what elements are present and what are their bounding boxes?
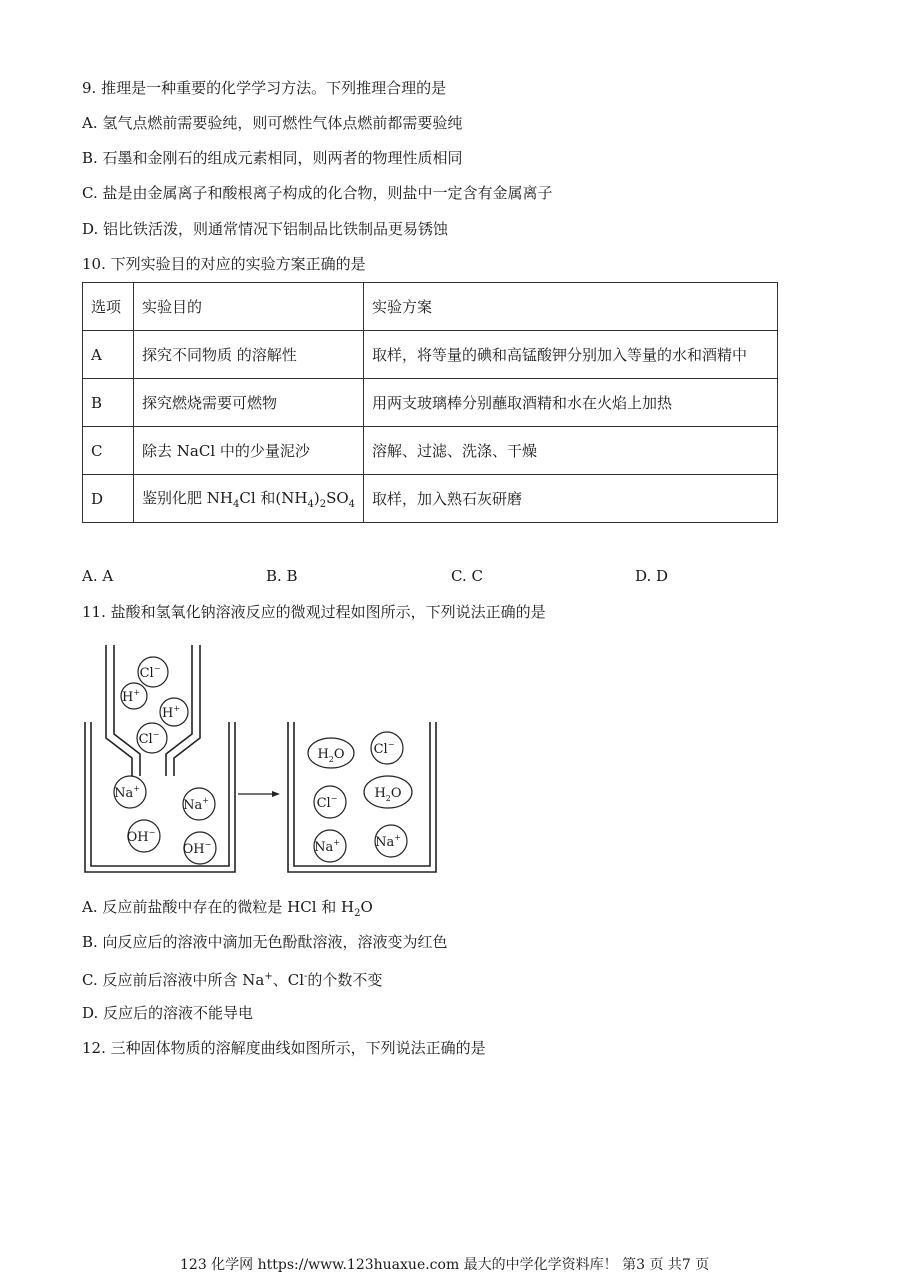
header-plan: 实验方案 xyxy=(364,283,778,331)
ion-cl: Cl− xyxy=(139,664,161,681)
ion-h: H+ xyxy=(121,688,141,705)
row-purpose: 除去 NaCl 中的少量泥沙 xyxy=(134,427,364,475)
table-row xyxy=(83,475,778,523)
molecule-h2o: $H_2O$ xyxy=(374,786,402,803)
ion-cl: Cl− xyxy=(138,730,160,747)
ion-oh: OH− xyxy=(182,840,212,857)
q11-stem: 11. 盐酸和氢氧化钠溶液反应的微观过程如图所示，下列说法正确的是 xyxy=(82,603,546,621)
q10-answer-d: D. D xyxy=(635,567,669,585)
q10-answer-b: B. B xyxy=(266,567,298,585)
q11-option-d: D. 反应后的溶液不能导电 xyxy=(82,1004,254,1022)
row-option: C xyxy=(83,427,134,475)
q10-stem: 10. 下列实验目的对应的实验方案正确的是 xyxy=(82,255,366,273)
ion-h: H+ xyxy=(161,704,181,721)
q9-stem: 9. 推理是一种重要的化学学习方法。下列推理合理的是 xyxy=(82,79,447,97)
q11-option-c: C. 反应前后溶液中所含 Na+、Cl-的个数不变 xyxy=(82,971,383,989)
header-purpose: 实验目的 xyxy=(134,283,364,331)
ion-na: Na+ xyxy=(375,833,401,850)
row-purpose: 鉴别化肥 $NH_4Cl$ 和$(NH_4)_2SO_4$ xyxy=(134,475,364,523)
q12-stem: 12. 三种固体物质的溶解度曲线如图所示，下列说法正确的是 xyxy=(82,1039,486,1057)
row-option: A xyxy=(83,331,134,379)
page-footer: 123 化学网 https://www.123huaxue.com 最大的中学化学资料库！ 第3 页 共7 页 xyxy=(180,1257,710,1273)
molecule-h2o: $H_2O$ xyxy=(317,747,345,764)
row-purpose: 探究燃烧需要可燃物 xyxy=(134,379,364,427)
row-plan: 用两支玻璃棒分别蘸取酒精和水在火焰上加热 xyxy=(364,379,778,427)
q10-answer-a: A. A xyxy=(82,567,114,585)
q11-option-b: B. 向反应后的溶液中滴加无色酚酞溶液，溶液变为红色 xyxy=(82,933,448,951)
row-option: B xyxy=(83,379,134,427)
row-plan: 取样，加入熟石灰研磨 xyxy=(364,475,778,523)
row-plan: 取样，将等量的碘和高锰酸钾分别加入等量的水和酒精中 xyxy=(364,331,778,379)
ion-na: Na+ xyxy=(114,784,140,801)
row-plan: 溶解、过滤、洗涤、干燥 xyxy=(364,427,778,475)
table-row xyxy=(83,427,778,475)
q10-answer-c: C. C xyxy=(451,567,483,585)
ion-na: Na+ xyxy=(183,796,209,813)
header-option: 选项 xyxy=(83,283,134,331)
ion-na: Na+ xyxy=(314,838,340,855)
q9-option-b: B. 石墨和金刚石的组成元素相同，则两者的物理性质相同 xyxy=(82,149,463,167)
q9-option-d: D. 铝比铁活泼，则通常情况下铝制品比铁制品更易锈蚀 xyxy=(82,220,449,238)
row-option: D xyxy=(83,475,134,523)
table-row xyxy=(83,379,778,427)
row-purpose: 探究不同物质 的溶解性 xyxy=(134,331,364,379)
q11-option-a: A. 反应前盐酸中存在的微粒是 HCl 和 $H_2O$ xyxy=(82,898,373,919)
ion-cl: Cl− xyxy=(316,794,338,811)
table-row xyxy=(83,331,778,379)
q10-table xyxy=(82,282,778,523)
ion-oh: OH− xyxy=(126,828,156,845)
q9-option-c: C. 盐是由金属离子和酸根离子构成的化合物，则盐中一定含有金属离子 xyxy=(82,184,553,202)
reaction-diagram xyxy=(80,640,440,880)
table-header-row xyxy=(83,283,778,331)
ion-cl: Cl− xyxy=(373,740,395,757)
q9-option-a: A. 氢气点燃前需要验纯，则可燃性气体点燃前都需要验纯 xyxy=(82,114,463,132)
